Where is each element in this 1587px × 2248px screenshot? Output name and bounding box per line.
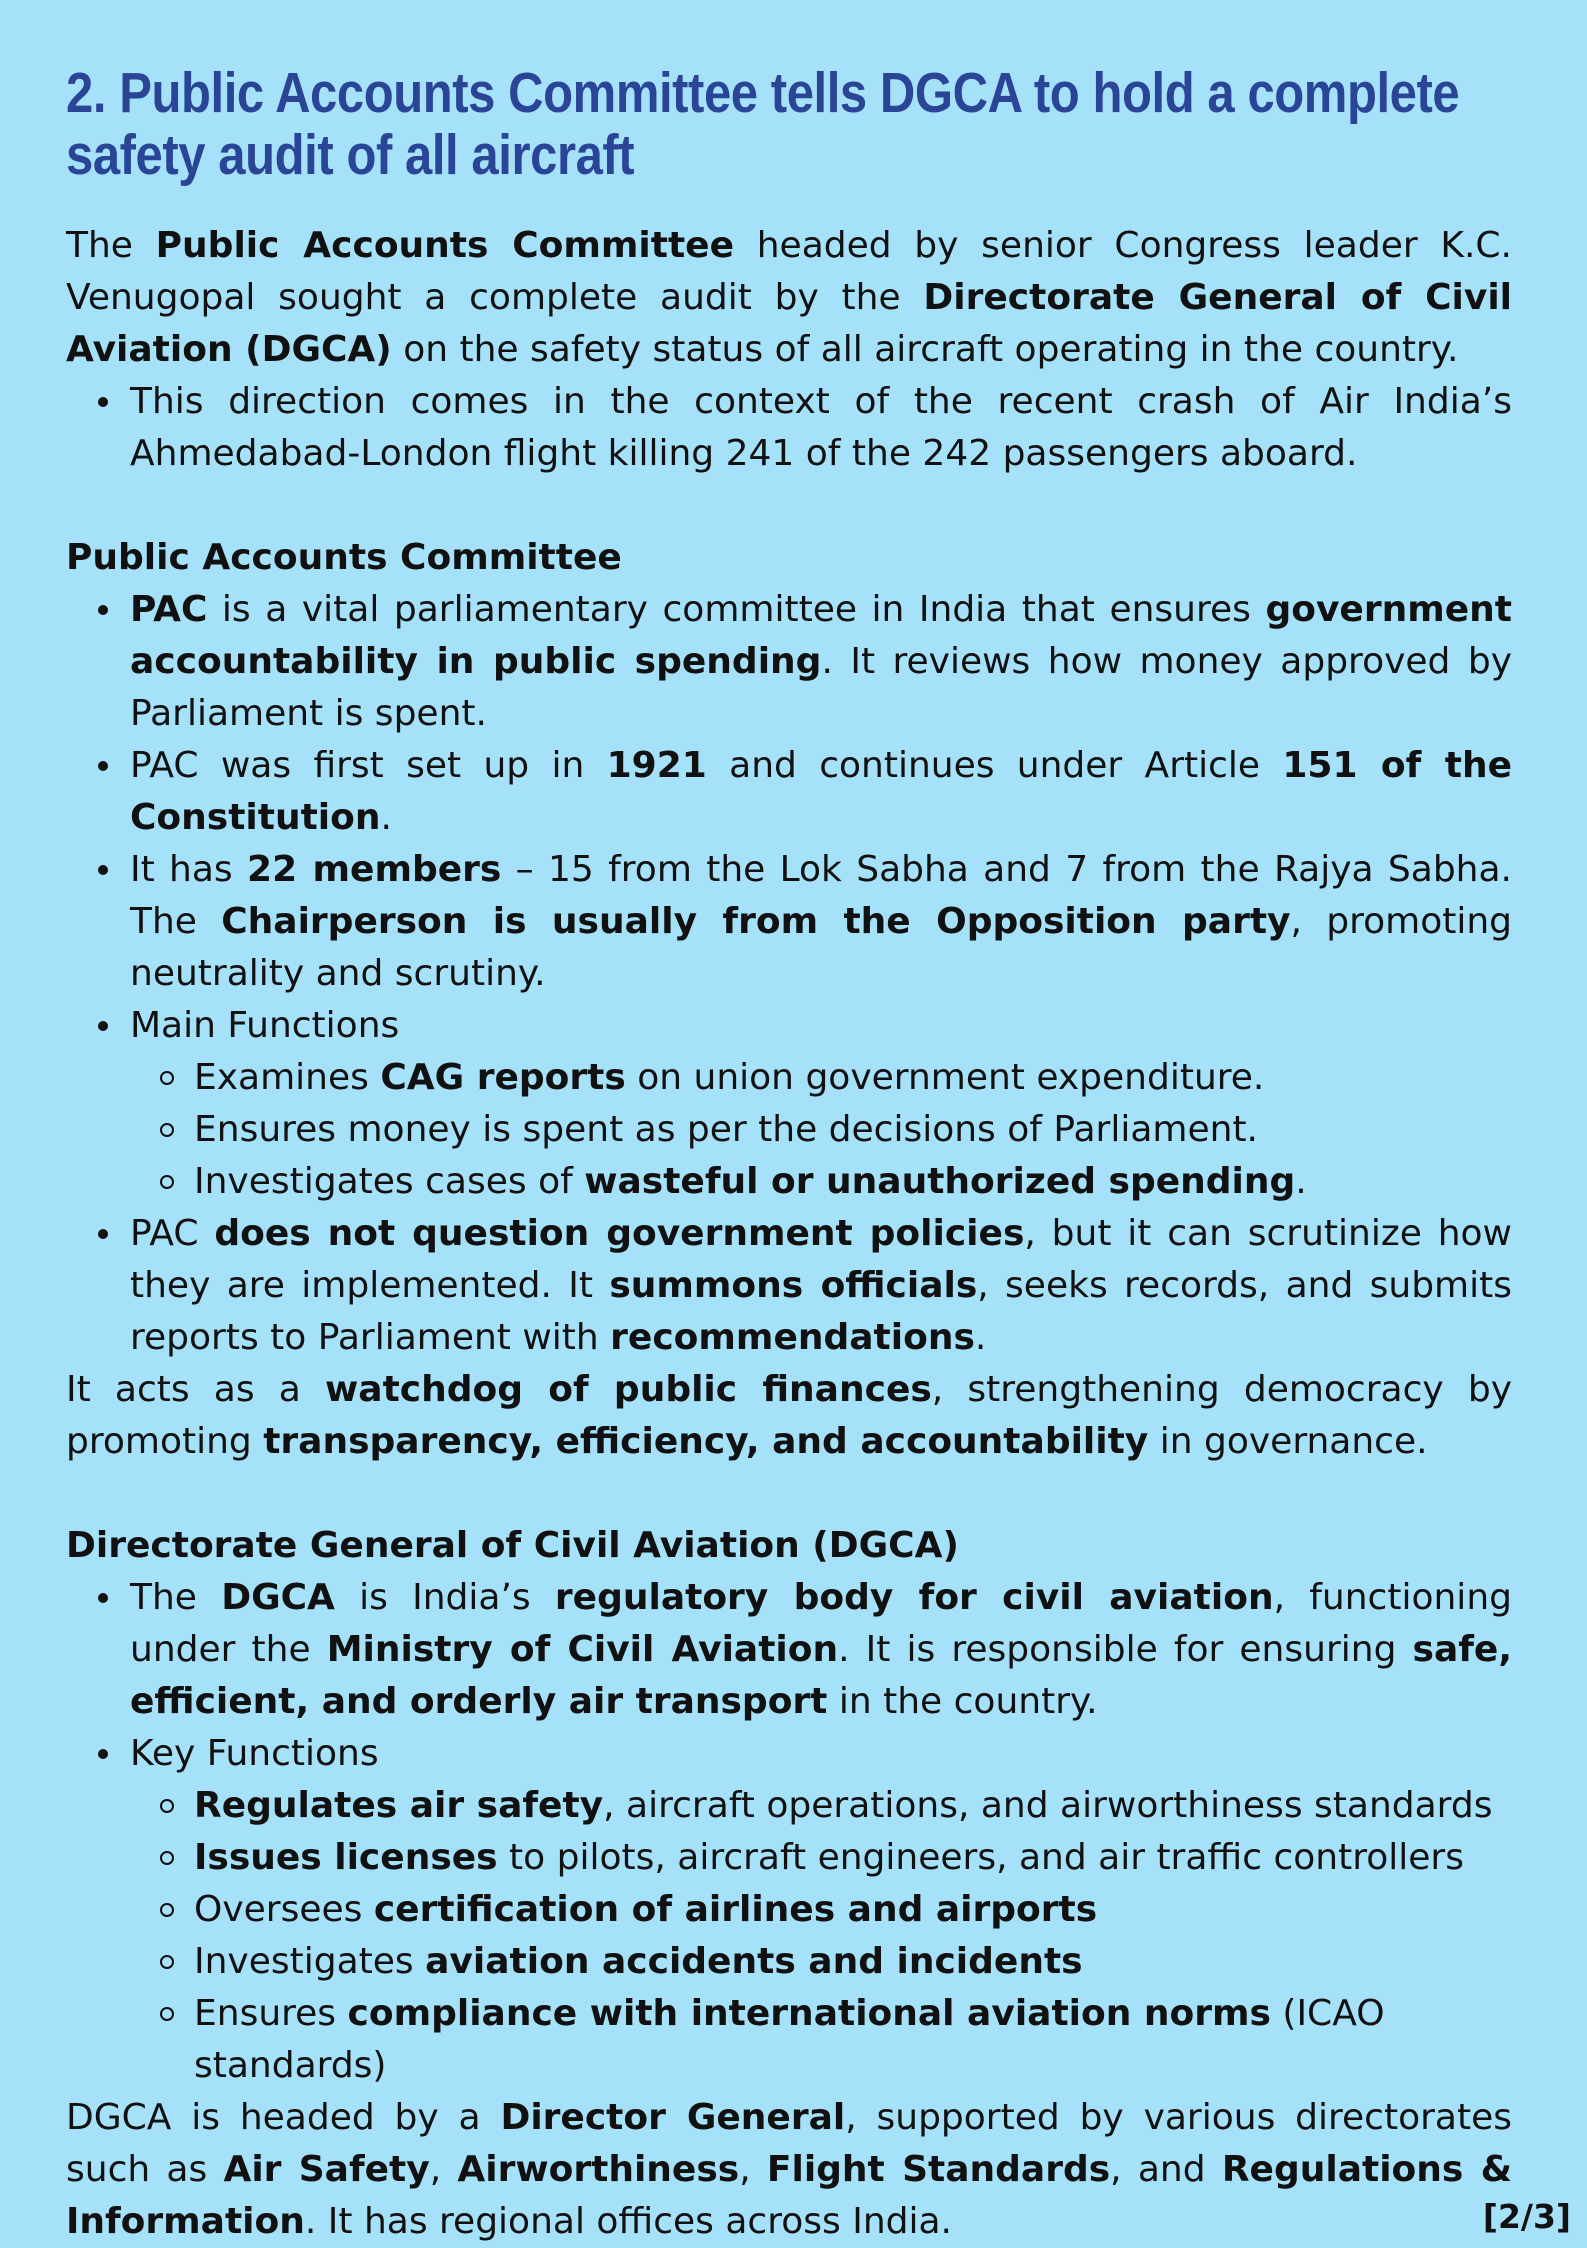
sublist	[130, 1052, 1512, 1208]
page-indicator: [2/3]	[1482, 2197, 1571, 2236]
dgca-list	[66, 1572, 1512, 2092]
article	[66, 62, 1512, 2248]
intro-paragraph: The Public Accounts Committee headed by senior Congress leader K.C. Venugopal sought a complete audit by the Directorate General of Civil Aviation (DGCA) on the safety status of all aircraft operating in the country.	[66, 225, 1512, 370]
sublist-item: Oversees certification of airlines and airports	[66, 1884, 1512, 1936]
list-item: It has 22 members – 15 from the Lok Sabha and 7 from the Rajya Sabha. The Chairperson is usually from the Opposition party, promoting neutrality and scrutiny.	[66, 844, 1512, 1000]
intro-list	[66, 376, 1512, 480]
sublist-item: Ensures compliance with international aviation norms (ICAO standards)	[66, 1988, 1512, 2092]
dgca-closing: DGCA is headed by a Director General, supported by various directorates such as Air Safety, Airworthiness, Flight Standards, and Regulations & Information. It has regional offices across India.	[66, 2097, 1513, 2242]
sublist	[130, 1780, 1512, 2092]
sublist-item: Ensures money is spent as per the decisions of Parliament.	[66, 1104, 1512, 1156]
pac-list	[66, 584, 1512, 1364]
article-title: 2. Public Accounts Committee tells DGCA to hold a complete safety audit of all aircraft	[66, 61, 1460, 187]
list-item: PAC was first set up in 1921 and continues under Article 151 of the Constitution.	[66, 740, 1512, 844]
list-item: PAC does not question government policies, but it can scrutinize how they are implemented. It summons officials, seeks records, and submits reports to Parliament with recommendations.	[66, 1208, 1512, 1364]
sublist-item: Regulates air safety, aircraft operations, and airworthiness standards	[66, 1780, 1512, 1832]
pac-closing: It acts as a watchdog of public finances, strengthening democracy by promoting transparency, efficiency, and accountability in governance.	[66, 1369, 1513, 1462]
sublist-item: Examines CAG reports on union government expenditure.	[66, 1052, 1512, 1104]
list-item: PAC is a vital parliamentary committee in India that ensures government accountability in public spending. It reviews how money approved by Parliament is spent.	[66, 584, 1512, 740]
section-heading-pac: Public Accounts Committee	[66, 537, 622, 578]
list-item: Main Functions Examines CAG reports on union government expenditure. Ensures money is spent as per the decisions of Parliament. Investigates cases of wasteful or unauthorized spending.	[66, 1000, 1512, 1208]
sublist-item: Issues licenses to pilots, aircraft engineers, and air traffic controllers	[66, 1832, 1512, 1884]
sublist-item: Investigates cases of wasteful or unauthorized spending.	[66, 1156, 1512, 1208]
list-item: The DGCA is India’s regulatory body for civil aviation, functioning under the Ministry of Civil Aviation. It is responsible for ensuring safe, efficient, and orderly air transport in the country.	[66, 1572, 1512, 1728]
sublist-item: Investigates aviation accidents and incidents	[66, 1936, 1512, 1988]
section-heading-dgca: Directorate General of Civil Aviation (DGCA)	[66, 1525, 959, 1566]
list-item: This direction comes in the context of the recent crash of Air India’s Ahmedabad-London flight killing 241 of the 242 passengers aboard.	[66, 376, 1512, 480]
list-item: Key Functions Regulates air safety, aircraft operations, and airworthiness standards Issues licenses to pilots, aircraft engineers, and air traffic controllers Oversees certification of airlines and airports Investigates aviation accidents and incidents Ensures compliance with international aviation norms (ICAO standards)	[66, 1728, 1512, 2092]
